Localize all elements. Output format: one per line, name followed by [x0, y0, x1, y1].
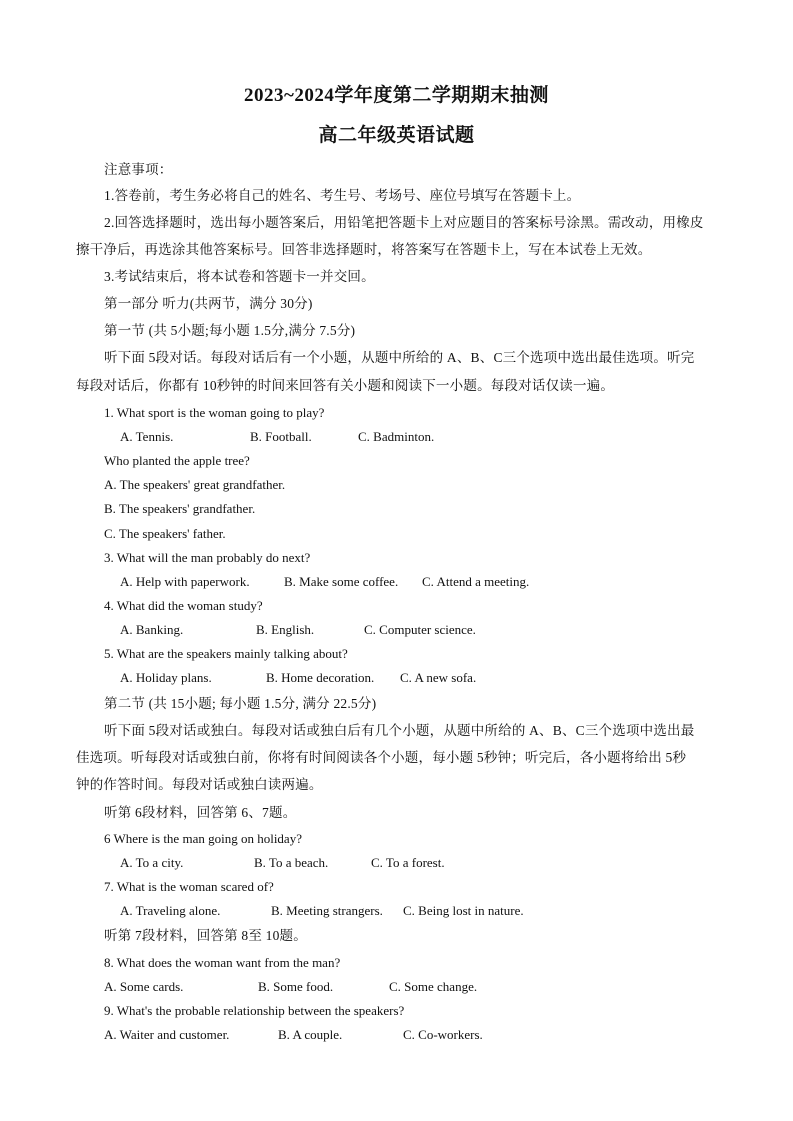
option-c: C. Being lost in nature. — [403, 903, 524, 918]
section2-heading: 第二节 (共 15小题; 每小题 1.5分, 满分 22.5分) — [104, 696, 377, 711]
option-a: A. Tennis. — [120, 429, 174, 444]
section1-instructions: 每段对话后，你都有 10秒钟的时间来回答有关小题和阅读下一小题。每段对话仅读一遍。 — [76, 378, 615, 393]
option-b: B. The speakers' grandfather. — [104, 501, 256, 516]
question-stem: 4. What did the woman study? — [104, 598, 263, 613]
question-stem: 5. What are the speakers mainly talking about? — [104, 646, 348, 661]
section2-instructions: 听下面 5段对话或独白。每段对话或独白后有几个小题，从题中所给的 A、B、C三个选项中选出最 — [104, 723, 695, 738]
section2-instructions: 钟的作答时间。每段对话或独白读两遍。 — [76, 777, 323, 792]
option-b: B. Meeting strangers. — [271, 903, 383, 918]
notice-heading: 注意事项： — [104, 162, 173, 177]
question-stem: 7. What is the woman scared of? — [104, 879, 274, 894]
section1-heading: 第一节 (共 5小题;每小题 1.5分,满分 7.5分) — [104, 323, 356, 338]
option-b: B. To a beach. — [254, 855, 329, 870]
option-b: B. Some food. — [258, 979, 334, 994]
exam-subtitle: 高二年级英语试题 — [318, 125, 475, 146]
question-stem: 9. What's the probable relationship between the speakers? — [104, 1003, 405, 1018]
option-c: C. A new sofa. — [400, 670, 477, 685]
option-c: C. Badminton. — [358, 429, 435, 444]
option-a: A. Holiday plans. — [120, 670, 212, 685]
option-b: B. A couple. — [278, 1027, 343, 1042]
option-c: C. Computer science. — [364, 622, 476, 637]
option-c: C. To a forest. — [371, 855, 445, 870]
notice-item: 1.答卷前，考生务必将自己的姓名、考生号、考场号、座位号填写在答题卡上。 — [104, 188, 581, 203]
question-stem: Who planted the apple tree? — [104, 453, 250, 468]
option-b: B. Football. — [250, 429, 312, 444]
notice-item: 3.考试结束后，将本试卷和答题卡一并交回。 — [104, 269, 375, 284]
option-b: B. Make some coffee. — [284, 574, 399, 589]
option-a: A. Some cards. — [104, 979, 184, 994]
group-heading: 听第 7段材料，回答第 8至 10题。 — [104, 928, 307, 943]
question-stem: 3. What will the man probably do next? — [104, 550, 311, 565]
section2-instructions: 佳选项。听每段对话或独白前，你将有时间阅读各个小题，每小题 5秒钟；听完后，各小题将给出 5秒 — [76, 750, 687, 765]
option-a: A. Waiter and customer. — [104, 1027, 230, 1042]
question-stem: 1. What sport is the woman going to play? — [104, 405, 325, 420]
option-a: A. Banking. — [120, 622, 184, 637]
option-c: C. Co-workers. — [403, 1027, 483, 1042]
option-c: C. Some change. — [389, 979, 478, 994]
question-stem: 6 Where is the man going on holiday? — [104, 831, 302, 846]
group-heading: 听第 6段材料，回答第 6、7题。 — [104, 805, 297, 820]
option-a: A. To a city. — [120, 855, 184, 870]
option-c: C. The speakers' father. — [104, 526, 226, 541]
question-stem: 8. What does the woman want from the man? — [104, 955, 341, 970]
part1-heading: 第一部分 听力(共两节，满分 30分) — [104, 296, 313, 311]
section1-instructions: 听下面 5段对话。每段对话后有一个小题，从题中所给的 A、B、C三个选项中选出最佳选项。听完 — [104, 350, 695, 365]
notice-item: 擦干净后，再选涂其他答案标号。回答非选择题时，将答案写在答题卡上，写在本试卷上无效。 — [76, 242, 652, 257]
option-b: B. English. — [256, 622, 315, 637]
exam-title: 2023~2024学年度第二学期期末抽测 — [244, 85, 549, 106]
option-a: A. Traveling alone. — [120, 903, 221, 918]
option-c: C. Attend a meeting. — [422, 574, 530, 589]
option-a: A. The speakers' great grandfather. — [104, 477, 286, 492]
option-b: B. Home decoration. — [266, 670, 375, 685]
notice-item: 2.回答选择题时，选出每小题答案后，用铅笔把答题卡上对应题目的答案标号涂黑。需改动，用橡皮 — [104, 215, 704, 230]
option-a: A. Help with paperwork. — [120, 574, 250, 589]
